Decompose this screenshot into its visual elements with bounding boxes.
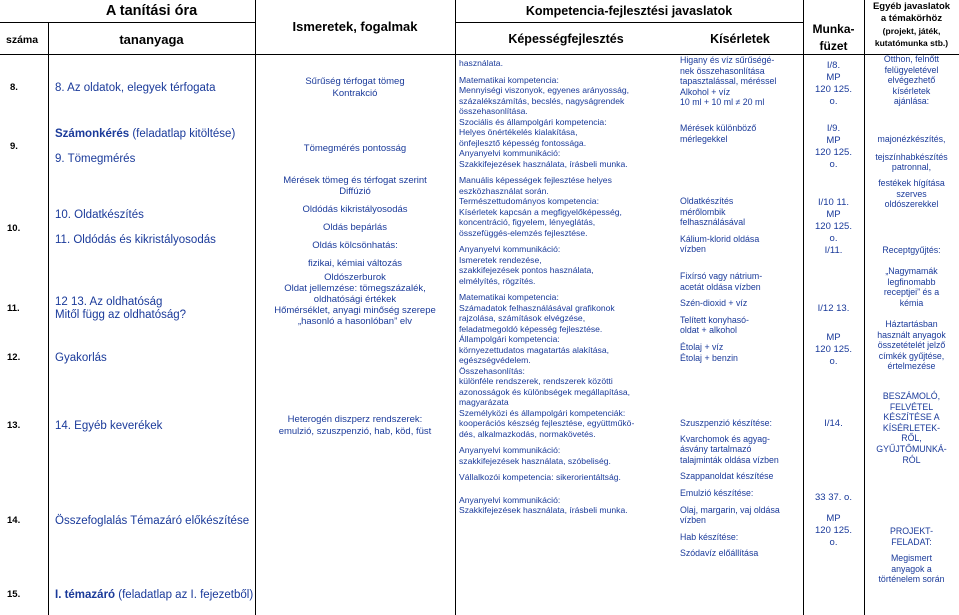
kiserlet-line: Higany és víz sűrűségé- xyxy=(680,55,775,65)
egyeb-line: festékek hígítása xyxy=(878,178,945,188)
row-number: 15. xyxy=(7,589,21,600)
kepesseg-line: Matematikai kompetencia: xyxy=(459,292,559,302)
kepesseg-line: Mennyiségi viszonyok, egyenes arányosság, xyxy=(459,85,630,95)
kepesseg-line: Ismeretek rendezése, xyxy=(459,254,542,265)
header-rule-left xyxy=(0,22,255,23)
kiserlet-line: Szén-dioxid + víz xyxy=(680,298,748,309)
concept-line: Mérések tömeg és térfogat szerint xyxy=(283,175,427,186)
kepesseg-line: Vállalkozói kompetencia: sikerorientáltság. xyxy=(459,472,621,482)
kiserlet-line: Étolaj + benzin xyxy=(680,352,738,363)
egyeb-line: Megismert xyxy=(890,553,933,564)
kiserlet-line: vízben xyxy=(680,244,706,255)
header-rule-kompetencia xyxy=(455,22,803,23)
munkafuzet-line: MP xyxy=(826,332,841,343)
concept-line: emulzió, szuszpenzió, hab, köd, füst xyxy=(278,426,432,437)
munkafuzet-line: MP xyxy=(826,209,841,220)
kepesseg-line: Szakkifejezések használata, írásbeli munka. xyxy=(459,158,628,169)
munkafuzet-group-6 xyxy=(803,492,864,504)
kiserletek-group-1 xyxy=(680,55,776,108)
concept-line: Oldószerburok xyxy=(324,272,386,283)
kiserlet-line: felhasználásával xyxy=(680,217,746,228)
egyeb-line: FELADAT: xyxy=(891,536,932,547)
lesson-title: Gyakorlás xyxy=(55,352,107,364)
kiserlet-line: Mérések különböző xyxy=(680,123,757,133)
munkafuzet-line: o. xyxy=(829,233,838,244)
kiserlet-line: mérőlombik xyxy=(680,206,726,217)
kepesseg-line: elmélyítés, rögzítés. xyxy=(459,275,536,286)
concepts-row-13 xyxy=(255,414,455,438)
munkafuzet-line: I/9. xyxy=(826,123,841,134)
header-top-title: A tanítási óra xyxy=(105,3,198,19)
egyeb-group-7 xyxy=(864,391,959,465)
egyeb-line: GYŰJTŐMUNKÁ- xyxy=(876,443,947,454)
kiserlet-line: nek összehasonlítása xyxy=(680,65,765,76)
kepesseg-line: Személyközi és állampolgári kompetenciák: xyxy=(459,407,626,418)
kepesseg-line: százalékszámítás, becslés, nagyságrendek xyxy=(459,95,625,106)
munkafuzet-line: 120 125. xyxy=(815,84,852,95)
munkafuzet-line: MP xyxy=(826,135,841,146)
header-kompetencia: Kompetencia-fejlesztési javaslatok xyxy=(525,4,733,18)
egyeb-line: ajánlása: xyxy=(893,96,930,107)
munkafuzet-group-4 xyxy=(803,303,864,368)
concepts-row-10 xyxy=(255,175,455,269)
egyeb-line: oldószerekkel xyxy=(884,199,939,210)
lesson-title: 11. Oldódás és kikristályosodás xyxy=(55,234,216,246)
kiserlet-line: Szappanoldat készítése xyxy=(680,471,774,482)
kepesseg-line: különféle rendszerek, rendszerek közötti xyxy=(459,376,613,386)
kiserlet-line: talajminták oldása vízben xyxy=(680,454,779,465)
row-number: 9. xyxy=(10,141,18,152)
header-egyeb-line: kutatómunka stb.) xyxy=(874,38,949,48)
header-bottom-rule xyxy=(0,54,959,55)
egyeb-group-2 xyxy=(864,134,959,173)
kepesseg-line: kooperációs készség fejlesztése, együttműkö- xyxy=(459,418,635,428)
kiserlet-line: Étolaj + víz xyxy=(680,341,724,352)
egyeb-line: BESZÁMOLÓ, xyxy=(882,391,941,401)
lesson-title: 14. Egyéb keverékek xyxy=(55,420,163,432)
lesson-title: 8. Az oldatok, elegyek térfogata xyxy=(55,82,216,94)
concept-line: „hasonló a hasonlóban” elv xyxy=(297,316,413,327)
header-kiserletek: Kísérletek xyxy=(710,32,770,46)
lesson-title xyxy=(55,589,253,602)
munkafuzet-line: 120 125. xyxy=(815,344,852,355)
header-egyeb xyxy=(864,1,959,49)
munkafuzet-line: 120 125. xyxy=(815,147,852,158)
row-number: 14. xyxy=(7,515,21,526)
kiserlet-line: 10 ml + 10 ml ≠ 20 ml xyxy=(680,97,765,108)
kiserletek-group-2 xyxy=(680,123,756,144)
egyeb-line: „Nagymamák xyxy=(885,266,938,276)
munkafuzet-group-5 xyxy=(803,418,864,430)
munkafuzet-group-7 xyxy=(803,513,864,549)
header-munkafuzet-1: Munka- xyxy=(812,22,855,36)
kepesseg-line: magyarázata xyxy=(459,397,509,407)
lesson-title: 10. Oldatkészítés xyxy=(55,209,144,221)
kepesseg-line: Számadatok felhasználásával grafikonok xyxy=(459,302,615,313)
column-divider-1 xyxy=(48,22,49,615)
concept-line: Diffúzió xyxy=(339,186,371,197)
munkafuzet-line: I/10 11. xyxy=(818,197,849,208)
egyeb-line: PROJEKT- xyxy=(889,526,933,536)
kepesseg-line: rajzolása, számítások elvégzése, xyxy=(459,313,586,323)
kepesseg-line: környezettudatos magatartás alakítása, xyxy=(459,344,609,355)
kiserlet-line: Kálium-klorid oldása xyxy=(680,233,760,244)
concepts-row-9 xyxy=(255,143,455,155)
kiserlet-line: Szuszpenzió készítése: xyxy=(680,418,772,428)
concept-line: fizikai, kémiai változás xyxy=(308,258,402,269)
concept-line: Oldás kölcsönhatás: xyxy=(312,240,398,251)
header-kepesseg: Képességfejlesztés xyxy=(508,32,624,46)
munkafuzet-line: 120 125. xyxy=(815,221,852,232)
munkafuzet-line: o. xyxy=(829,96,838,107)
concept-line: Kontrakció xyxy=(332,88,378,99)
munkafuzet-line: I/8. xyxy=(826,60,841,71)
egyeb-group-6 xyxy=(864,319,959,372)
kepesseg-line: Szakkifejezések használata, írásbeli munka. xyxy=(459,505,628,515)
egyeb-line: RŐL, xyxy=(901,433,922,444)
row-number: 13. xyxy=(7,420,21,431)
kepesseg-line: koncentráció, figyelem, lényeglátás, xyxy=(459,217,596,227)
egyeb-line xyxy=(864,145,959,152)
egyeb-line: majonézkészítés, xyxy=(877,134,946,144)
concept-line: Oldódás kikristályosodás xyxy=(302,204,408,215)
egyeb-line: KÉSZÍTÉSE A xyxy=(883,412,940,423)
concepts-row-11 xyxy=(255,272,455,327)
kiserlet-line: Olaj, margarin, vaj oldása xyxy=(680,504,780,515)
egyeb-group-5 xyxy=(864,266,959,308)
egyeb-line: kémia xyxy=(899,297,924,308)
egyeb-line: RÓL xyxy=(902,454,921,465)
kepesseg-line: Kísérletek kapcsán a megfigyelőképesség, xyxy=(459,206,622,217)
kepesseg-line: Állampolgári kompetencia: xyxy=(459,334,560,344)
kiserlet-line: Hab készítése: xyxy=(680,531,739,542)
munkafuzet-line: 33 37. o. xyxy=(815,492,852,503)
kepesseg-line: eszközhasználat során. xyxy=(459,185,549,196)
kiserlet-line: Kvarchomok és agyag- xyxy=(680,433,770,444)
row-number: 10. xyxy=(7,223,21,234)
kiserlet-line: mérlegekkel xyxy=(680,133,728,144)
egyeb-line: értelmezése xyxy=(887,361,936,372)
lesson-title: Mitől függ az oldhatóság? xyxy=(55,309,187,321)
munkafuzet-line: MP xyxy=(826,513,841,524)
egyeb-line: összetételét jelző xyxy=(877,340,946,351)
lesson-title: 12 13. Az oldhatóság xyxy=(55,296,163,308)
column-divider-3 xyxy=(455,0,456,615)
concepts-row-8 xyxy=(255,76,455,100)
munkafuzet-group-1 xyxy=(803,60,864,108)
lesson-title-bold: I. témazáró xyxy=(55,589,116,601)
egyeb-line: Otthon, felnőtt xyxy=(883,54,940,64)
egyeb-line: felügyeletével xyxy=(884,64,939,75)
kiserlet-line: ásvány tartalmazó xyxy=(680,444,752,455)
egyeb-line: FELVÉTEL xyxy=(889,401,934,412)
kepesseg-line: Természettudományos kompetencia: xyxy=(459,196,599,206)
header-szama: száma xyxy=(6,34,39,46)
kepesseg-line: használata. xyxy=(459,58,503,68)
egyeb-line: legfinomabb xyxy=(887,276,936,287)
munkafuzet-line: o. xyxy=(829,356,838,367)
egyeb-line: anyagok a xyxy=(891,563,932,574)
kiserlet-line: acetát oldása vízben xyxy=(680,281,761,292)
egyeb-line: Háztartásban xyxy=(885,319,938,329)
kepesseg-line: összefüggés-elemzés fejlesztése. xyxy=(459,227,588,238)
kepesseg-line: Anyanyelvi kommunikáció: xyxy=(459,445,561,455)
egyeb-line: történelem során xyxy=(878,574,945,585)
row-number: 8. xyxy=(10,82,18,93)
kepesseg-line: Matematikai kompetencia: xyxy=(459,74,559,85)
egyeb-line: használt anyagok xyxy=(877,329,946,340)
kepesseg-line: önfejlesztő képesség fontossága. xyxy=(459,137,587,148)
lesson-title: 9. Tömegmérés xyxy=(55,153,136,165)
kepesseg-line: dés, alkalmazkodás, normakövetés. xyxy=(459,428,596,439)
concept-line: Oldás bepárlás xyxy=(323,222,387,233)
header-tananyaga: tananyaga xyxy=(119,32,184,47)
kiserlet-line: oldat + alkohol xyxy=(680,325,737,336)
egyeb-line: receptjei” és a xyxy=(883,287,940,298)
kepesseg-column xyxy=(459,58,675,516)
kiserlet-line: Fixírsó vagy nátrium- xyxy=(680,271,763,281)
egyeb-line: KÍSÉRLETEK- xyxy=(882,422,941,433)
kepesseg-line: Anyanyelvi kommunikáció: xyxy=(459,494,561,505)
egyeb-line: tejszínhabkészítés xyxy=(875,151,948,162)
header-egyeb-line: Egyéb javaslatok xyxy=(872,1,951,12)
kiserlet-line: tapasztalással, méréssel xyxy=(680,76,777,87)
munkafuzet-line: o. xyxy=(829,537,838,548)
kepesseg-line: szakkifejezések használata, szóbeliség. xyxy=(459,455,611,466)
kiserletek-group-4 xyxy=(680,271,762,363)
munkafuzet-line: I/11. xyxy=(824,245,843,256)
munkafuzet-line: MP xyxy=(826,72,841,83)
munkafuzet-line: 120 125. xyxy=(815,525,852,536)
egyeb-line: kísérletek xyxy=(892,85,931,96)
munkafuzet-group-2 xyxy=(803,123,864,171)
kepesseg-line: Manuális képességek fejlesztése helyes xyxy=(459,175,612,185)
concept-line: Oldat jellemzése: tömegszázalék, xyxy=(284,283,426,294)
egyeb-group-4 xyxy=(864,245,959,256)
kepesseg-line: Helyes önértékelés kialakítása, xyxy=(459,127,578,137)
lesson-title-bold: Számonkérés xyxy=(55,128,130,140)
header-egyeb-line: a témakörhöz xyxy=(880,13,943,24)
lesson-title-rest: (feladatlap az I. fejezetből) xyxy=(115,589,254,601)
munkafuzet-group-3 xyxy=(803,197,864,257)
kiserlet-line: vízben xyxy=(680,515,706,526)
kiserletek-group-5 xyxy=(680,418,780,559)
kiserlet-line: Szódavíz előállítása xyxy=(680,548,759,559)
kepesseg-line: egészségvédelem. xyxy=(459,355,531,365)
concept-line: oldhatósági értékek xyxy=(313,294,397,305)
kepesseg-line: Összehasonlítás: xyxy=(459,365,525,376)
concept-line: Sűrűség térfogat tömeg xyxy=(305,76,405,87)
lesson-title: Összefoglalás Témazáró előkészítése xyxy=(55,515,250,527)
header-egyeb-line: (projekt, játék, xyxy=(882,26,941,36)
egyeb-line: patronnal, xyxy=(891,162,932,173)
egyeb-line: Receptgyűjtés: xyxy=(882,245,941,255)
kiserlet-line: Telített konyhasó- xyxy=(680,314,749,325)
row-number: 11. xyxy=(7,303,20,314)
kepesseg-line: feladatmegoldó képesség fejlesztése. xyxy=(459,323,603,334)
kepesseg-line: azonosságok és különbségek megállapítása, xyxy=(459,386,631,397)
egyeb-line: elvégezhető xyxy=(887,75,936,86)
munkafuzet-line: o. xyxy=(829,159,838,170)
kiserletek-group-3 xyxy=(680,196,759,255)
munkafuzet-line: I/12 13. xyxy=(817,303,850,314)
lesson-title-rest: (feladatlap kitöltése) xyxy=(129,128,236,140)
egyeb-group-8 xyxy=(864,526,959,585)
kiserlet-line: Emulzió készítése: xyxy=(680,487,754,498)
kepesseg-line: Anyanyelvi kommunikáció: xyxy=(459,244,561,254)
concept-line: Tömegmérés pontosság xyxy=(303,143,407,154)
kepesseg-line: szakkifejezések pontos használata, xyxy=(459,265,594,275)
kepesseg-line: összehasonlítása. xyxy=(459,106,528,116)
lesson-title xyxy=(55,128,235,141)
kiserlet-line: Alkohol + víz xyxy=(680,86,731,97)
egyeb-line: szerves xyxy=(896,188,927,199)
row-number: 12. xyxy=(7,352,21,363)
kepesseg-line: Anyanyelvi kommunikáció: xyxy=(459,148,561,158)
munkafuzet-line xyxy=(803,315,864,332)
egyeb-group-3 xyxy=(864,178,959,210)
concept-line: Heterogén diszperz rendszerek: xyxy=(287,414,423,425)
header-munkafuzet-2: füzet xyxy=(819,39,848,53)
header-ismeretek: Ismeretek, fogalmak xyxy=(292,19,418,34)
egyeb-group-1 xyxy=(864,54,959,107)
kiserlet-line: Oldatkészítés xyxy=(680,196,734,206)
kepesseg-line: Szociális és állampolgári kompetencia: xyxy=(459,116,607,127)
egyeb-line: címkék gyűjtése, xyxy=(878,350,945,361)
munkafuzet-line: I/14. xyxy=(824,418,843,429)
concept-line: Hőmérséklet, anyagi minőség szerepe xyxy=(274,305,436,316)
